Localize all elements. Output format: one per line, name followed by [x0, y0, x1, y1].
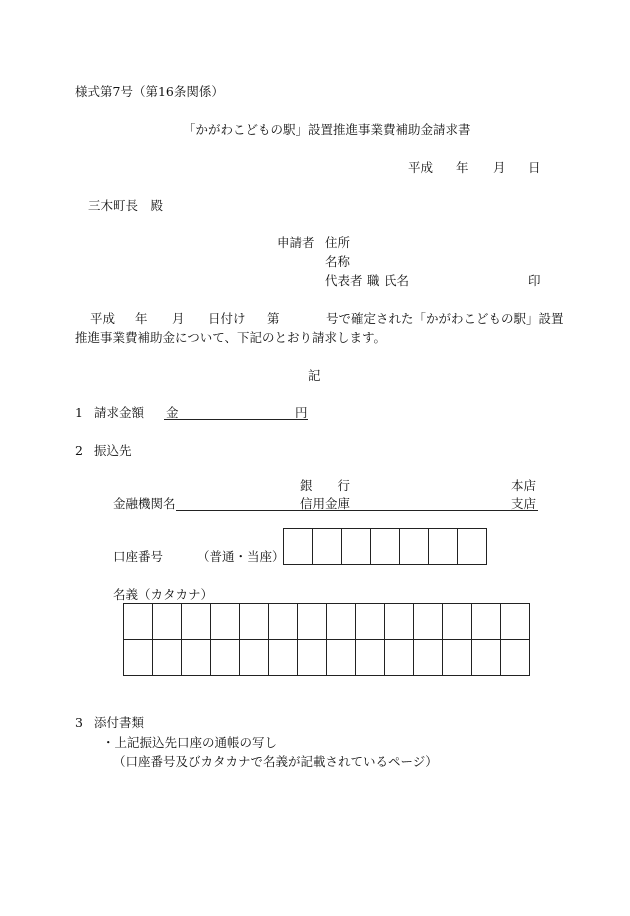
addressee: 三木町長 殿: [88, 198, 164, 213]
kana-box[interactable]: [240, 640, 269, 676]
kana-box[interactable]: [327, 604, 356, 640]
date-month: 月: [493, 160, 506, 175]
body-month: 月: [172, 311, 185, 326]
kana-box[interactable]: [298, 640, 327, 676]
kana-box[interactable]: [269, 604, 298, 640]
amount-underline: [164, 419, 308, 420]
kana-box[interactable]: [356, 604, 385, 640]
kana-box[interactable]: [211, 640, 240, 676]
kana-box[interactable]: [240, 604, 269, 640]
kana-box[interactable]: [443, 640, 472, 676]
attachment-note: （口座番号及びカタカナで名義が記載されているページ）: [113, 754, 438, 769]
account-holder-label: 名義（カタカナ）: [113, 587, 214, 602]
body-day-issued: 日付け: [208, 311, 246, 326]
representative-label: 代表者: [325, 273, 363, 288]
amount-yen: 円: [295, 405, 308, 420]
account-digit-box[interactable]: [400, 529, 429, 565]
body-no: 第: [267, 311, 280, 326]
date-day: 日: [528, 160, 541, 175]
account-digit-box[interactable]: [284, 529, 313, 565]
kana-box[interactable]: [124, 604, 153, 640]
bank-type-shinkin: 信用金庫: [300, 496, 351, 511]
kana-box[interactable]: [414, 640, 443, 676]
kana-box[interactable]: [385, 604, 414, 640]
item-2-label: 振込先: [94, 443, 132, 458]
document-title: 「かがわこどもの駅」設置推進事業費補助金請求書: [183, 122, 471, 137]
representative-name-label: 氏名: [384, 273, 410, 288]
kana-box[interactable]: [211, 604, 240, 640]
date-era: 平成: [408, 160, 434, 175]
branch-shiten: 支店: [511, 496, 537, 511]
kana-box[interactable]: [182, 640, 211, 676]
kana-box[interactable]: [269, 640, 298, 676]
kana-box[interactable]: [153, 604, 182, 640]
bank-name-label: 金融機関名: [113, 496, 176, 511]
attachment-bullet: ・上記振込先口座の通帳の写し: [102, 735, 278, 750]
item-1-number: 1: [75, 405, 83, 420]
account-digit-box[interactable]: [371, 529, 400, 565]
body-rest: 号で確定された「かがわこどもの駅」設置: [326, 311, 564, 326]
account-digit-box[interactable]: [458, 529, 487, 565]
account-digit-box[interactable]: [342, 529, 371, 565]
item-3-label: 添付書類: [94, 715, 145, 730]
account-digit-box[interactable]: [429, 529, 458, 565]
item-1-label: 請求金額: [94, 405, 145, 420]
representative-title-label: 職: [367, 273, 380, 288]
bank-type-ginko: 銀 行: [300, 478, 351, 493]
kana-box[interactable]: [385, 640, 414, 676]
account-number-label: 口座番号: [113, 549, 164, 564]
kana-box[interactable]: [443, 604, 472, 640]
ki-heading: 記: [308, 368, 321, 383]
date-year: 年: [456, 160, 469, 175]
kana-box[interactable]: [414, 604, 443, 640]
form-number: 様式第7号（第16条関係）: [75, 84, 224, 99]
item-2-number: 2: [75, 443, 83, 458]
kana-box[interactable]: [472, 604, 501, 640]
body-year: 年: [135, 311, 148, 326]
account-digit-box[interactable]: [313, 529, 342, 565]
amount-kin: 金: [166, 405, 179, 420]
account-holder-kana-grid: [123, 603, 530, 676]
applicant-label: 申請者: [277, 235, 315, 250]
address-label: 住所: [325, 235, 351, 250]
bank-name-underline: [176, 510, 538, 511]
seal-mark: 印: [528, 273, 541, 288]
name-label: 名称: [325, 254, 351, 269]
account-type: （普通・当座）: [197, 549, 285, 564]
branch-honten: 本店: [511, 478, 537, 493]
kana-box[interactable]: [472, 640, 501, 676]
kana-box[interactable]: [298, 604, 327, 640]
account-number-boxes: [283, 528, 487, 565]
item-3-number: 3: [75, 715, 83, 730]
body-era: 平成: [90, 311, 116, 326]
kana-box[interactable]: [153, 640, 182, 676]
kana-box[interactable]: [327, 640, 356, 676]
kana-box[interactable]: [182, 604, 211, 640]
kana-box[interactable]: [356, 640, 385, 676]
kana-box[interactable]: [501, 604, 530, 640]
kana-box[interactable]: [124, 640, 153, 676]
body-line-2: 推進事業費補助金について、下記のとおり請求します。: [75, 330, 387, 345]
kana-box[interactable]: [501, 640, 530, 676]
